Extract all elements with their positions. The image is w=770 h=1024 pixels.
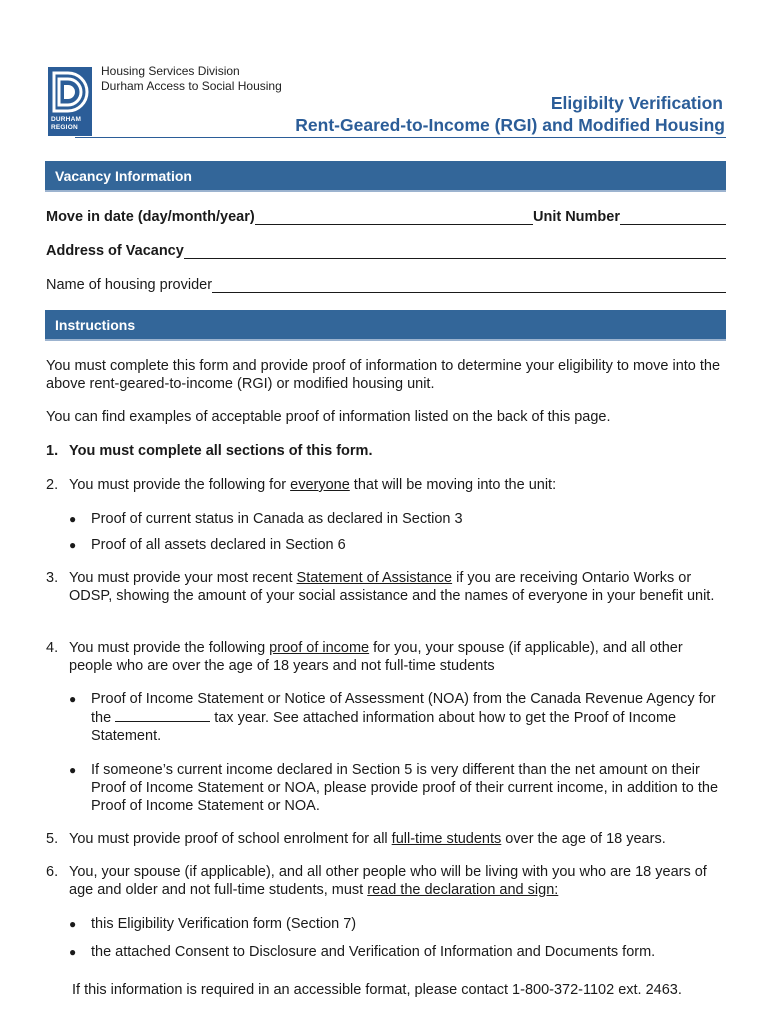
provider-label: Name of housing provider — [46, 277, 213, 293]
move-in-label: Move in date (day/month/year) — [46, 209, 255, 225]
item-5-number: 5. — [46, 831, 59, 847]
item-6-bullet-2: the attached Consent to Disclosure and Verification of Information and Documents form. — [91, 944, 656, 960]
title-divider — [75, 137, 726, 138]
durham-d-icon — [48, 67, 92, 117]
bullet-icon: ● — [69, 945, 77, 959]
item-5-pre: You must provide proof of school enrolment for all — [69, 831, 392, 847]
bullet-icon: ● — [69, 692, 77, 706]
org-line-1: Housing Services Division — [101, 64, 240, 78]
address-field[interactable] — [184, 244, 726, 259]
tax-year-field[interactable] — [115, 708, 210, 722]
proof-of-income: proof of income — [269, 640, 370, 656]
item-4-bullet-1 — [91, 690, 731, 745]
read-declaration-and-sign: read the declaration and sign: — [367, 882, 559, 898]
item-5-text — [69, 830, 729, 848]
proof-examples-note: You can find examples of acceptable proof of information listed on the back of this page. — [46, 409, 611, 425]
item-3-text — [69, 569, 729, 605]
item-6-text — [69, 863, 729, 899]
item-2-bullet-1: Proof of current status in Canada as declared in Section 3 — [91, 511, 463, 527]
move-in-row — [46, 209, 726, 225]
item-2-post: that will be moving into the unit: — [349, 477, 557, 493]
durham-region-logo — [48, 67, 92, 136]
item-2-text — [69, 476, 729, 494]
address-label: Address of Vacancy — [46, 243, 184, 259]
item-4-bullet-1-pre: Proof of Income Statement or Notice of Assessment (NOA) from the Canada Revenue Agency for the — [91, 691, 716, 726]
unit-number-label: Unit Number — [533, 209, 620, 225]
item-4-number: 4. — [46, 640, 59, 656]
bullet-icon: ● — [69, 538, 77, 552]
organization-name — [101, 64, 282, 93]
item-2-everyone: everyone — [290, 477, 350, 493]
item-2-bullet-2: Proof of all assets declared in Section 6 — [91, 537, 346, 553]
unit-number-field[interactable] — [620, 210, 726, 225]
item-5-post: over the age of 18 years. — [501, 831, 666, 847]
statement-of-assistance: Statement of Assistance — [296, 570, 453, 586]
full-time-students: full-time students — [391, 831, 502, 847]
vacancy-section-header: Vacancy Information — [45, 161, 726, 192]
item-3-post: if you are receiving Ontario Works or ODSP, showing the amount of your social assistance and the names of everyone in your benefit unit. — [69, 570, 715, 604]
move-in-date-field[interactable] — [255, 210, 533, 225]
item-2-pre: You must provide the following for — [69, 477, 291, 493]
form-title: Eligibilty Verification — [550, 93, 723, 113]
item-6-number: 6. — [46, 864, 59, 880]
intro-paragraph: You must complete this form and provide proof of information to determine your eligibility to move into the above rent-geared-to-income (RGI) or modified housing unit. — [46, 358, 721, 392]
item-4-pre: You must provide the following — [69, 640, 270, 656]
logo-line-2: REGION — [51, 124, 78, 131]
accessibility-footer: If this information is required in an accessible format, please contact 1-800-372-1102 ext. 2463. — [72, 982, 682, 998]
bullet-icon: ● — [69, 763, 77, 777]
item-4-post: for you, your spouse (if applicable), and all other people who are over the age of 18 years and not full-time students — [69, 640, 683, 674]
bullet-icon: ● — [69, 512, 77, 526]
item-4-bullet-2: If someone’s current income declared in Section 5 is very different than the net amount on their Proof of Income Statement or NOA, please provide proof of their current income, in addition to the Proof of Income Statement or NOA. — [91, 762, 719, 814]
item-6-bullet-1: this Eligibility Verification form (Section 7) — [91, 916, 357, 932]
item-2-number: 2. — [46, 477, 59, 493]
item-6-pre: You, your spouse (if applicable), and all other people who will be living with you who are 18 years of age and older and not full-time students, must — [69, 864, 707, 898]
form-subtitle: Rent-Geared-to-Income (RGI) and Modified Housing — [295, 115, 725, 135]
org-line-2: Durham Access to Social Housing — [101, 78, 282, 93]
bullet-icon: ● — [69, 917, 77, 931]
item-4-text — [69, 639, 729, 675]
provider-field[interactable] — [212, 278, 726, 293]
item-3-pre: You must provide your most recent — [69, 570, 297, 586]
provider-row — [46, 277, 726, 293]
item-1-text: You must complete all sections of this form. — [69, 443, 373, 459]
item-1-number: 1. — [46, 443, 59, 459]
item-4-bullet-1-post: tax year. See attached information about how to get the Proof of Income Statement. — [91, 710, 677, 744]
instructions-section-header: Instructions — [45, 310, 726, 341]
logo-line-1: DURHAM — [51, 116, 82, 123]
item-3-number: 3. — [46, 570, 59, 586]
address-row — [46, 243, 726, 259]
